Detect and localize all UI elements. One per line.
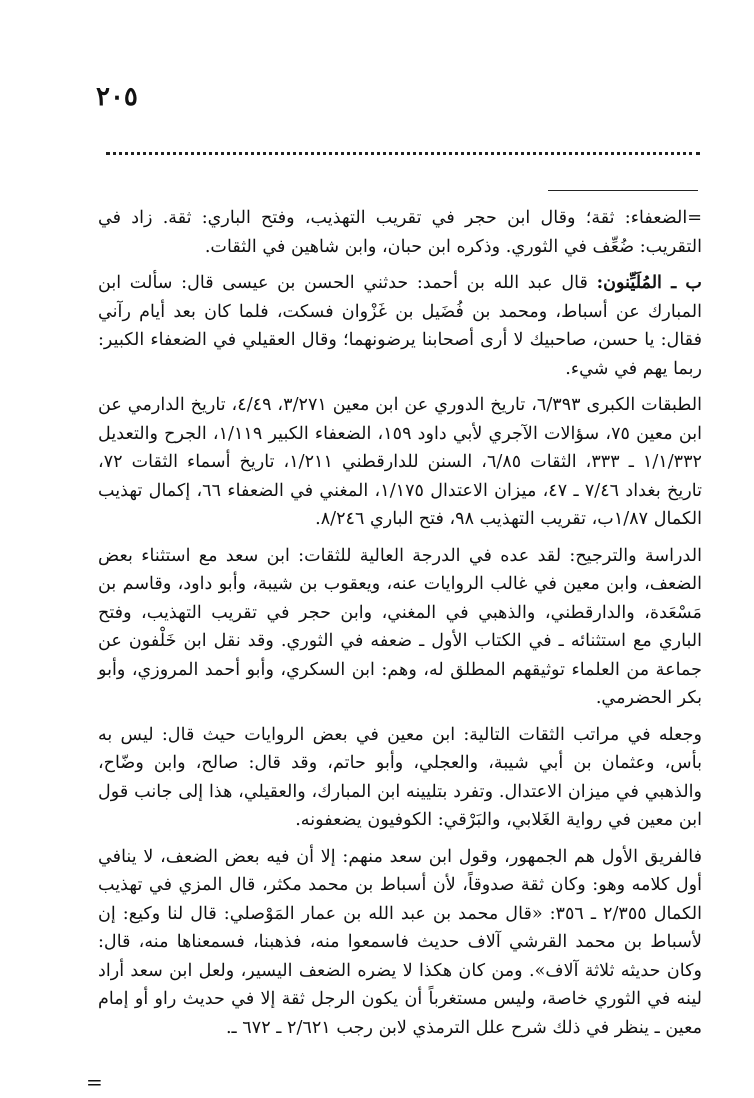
footnote-paragraph-ranks — [98, 721, 702, 835]
paragraph-text: فالفريق الأول هم الجمهور، وقول ابن سعد منهم: إلا أن فيه بعض الضعف، لا ينافي أول كلامه وهو: وكان ثقة صدوقاً، لأن أسباط بن محمد مكثر، قال المزي في تهذيب الكمال ٢/٣٥٥ ـ ٣٥٦: «قال محمد بن عبد الله بن عمار المَوْصلي: قال لنا وكيع: إن لأسباط بن محمد القرشي آلاف حديث فاسمعوا منه، فذهبنا، فسمعناها منه، قال: وكان حديثه ثلاثة آلاف». ومن كان هكذا لا يضره الضعف اليسير، ولعل ابن سعد أراد لينه في الثوري خاصة، وليس مستغرباً أن يكون الرجل ثقة إلا في حديث راو أو إمام معين ـ ينظر في ذلك شرح علل الترمذي لابن رجب ٢/٦٢١ ـ ٦٧٢ ـ. — [98, 846, 702, 1038]
footnote-paragraph-mulayyinun — [98, 269, 702, 383]
footnote-rule — [548, 190, 698, 191]
continuation-lead: = — [687, 208, 702, 228]
dotted-separator — [106, 152, 700, 155]
section-marker: ب ـ المُلَيِّنون: — [596, 272, 702, 293]
paragraph-text: قال عبد الله بن أحمد: حدثني الحسن بن عيسى قال: سألت ابن المبارك عن أسباط، ومحمد بن فُضَيل بن غَزْوان فسكت، فلما كان بعد أيام رآني فقال: يا حسن، صاحبيك لا أرى أصحابنا يرضونهما؛ وقال العقيلي في الضعفاء الكبير: ربما يهم في شيء. — [98, 273, 702, 379]
footnote-paragraph-study — [98, 542, 702, 713]
paragraph-text: الدراسة والترجيح: لقد عده في الدرجة العالية للثقات: ابن سعد مع استثناء بعض الضعف، وابن معين في غالب الروايات عنه، ويعقوب بن شيبة، وأبو داود، وقاسم بن مَسْعَدة، والدارقطني، والذهبي في المغني، وابن حجر في تقريب التهذيب، وفتح الباري مع استثنائه ـ في الكتاب الأول ـ ضعفه في الثوري. وقد نقل ابن خَلْفون عن جماعة من العلماء توثيقهم المطلق له، وهم: ابن السكري، وأبو أحمد المروزي، وأبو بكر الحضرمي. — [98, 545, 702, 708]
paragraph-text: وجعله في مراتب الثقات التالية: ابن معين في بعض الروايات حيث قال: ليس به بأس، وعثمان بن أبي شيبة، والعجلي، وأبو حاتم، وقد قال: صالح، وابن وضّاح، والذهبي في ميزان الاعتدال. وتفرد بتليينه ابن المبارك، والعقيلي، هذا إلى جانب قول ابن معين في رواية الغَلابي، والبَرْقي: الكوفيون يضعفونه. — [98, 724, 702, 830]
footnote-paragraph-sources — [98, 391, 702, 534]
footnote-body — [98, 204, 702, 1042]
paragraph-text: الضعفاء: ثقة؛ وقال ابن حجر في تقريب التهذيب، وفتح الباري: ثقة. زاد في التقريب: ضُعِّف في الثوري. وذكره ابن حبان، وابن شاهين في الثقات. — [98, 208, 702, 257]
page-number: ٢٠٥ — [96, 82, 138, 112]
paragraph-text: الطبقات الكبرى ٦/٣٩٣، تاريخ الدوري عن ابن معين ٣/٢٧١، ٤/٤٩، تاريخ الدارمي عن ابن معين ٧٥، سؤالات الآجري لأبي داود ١٥٩، الضعفاء الكبير ١/١١٩، الجرح والتعديل ١/١/٣٣٢ ـ ٣٣٣، الثقات ٦/٨٥، السنن للدارقطني ١/٢١١، تاريخ أسماء الثقات ٧٢، تاريخ بغداد ٧/٤٦ ـ ٤٧، ميزان الاعتدال ١/١٧٥، المغني في الضعفاء ٦٦، إكمال تهذيب الكمال ١/٨٧ب، تقريب التهذيب ٩٨، فتح الباري ٨/٢٤٦. — [98, 395, 702, 529]
continuation-mark: = — [86, 1070, 103, 1094]
footnote-paragraph-continued — [98, 204, 702, 261]
footnote-paragraph-conclusion — [98, 843, 702, 1043]
